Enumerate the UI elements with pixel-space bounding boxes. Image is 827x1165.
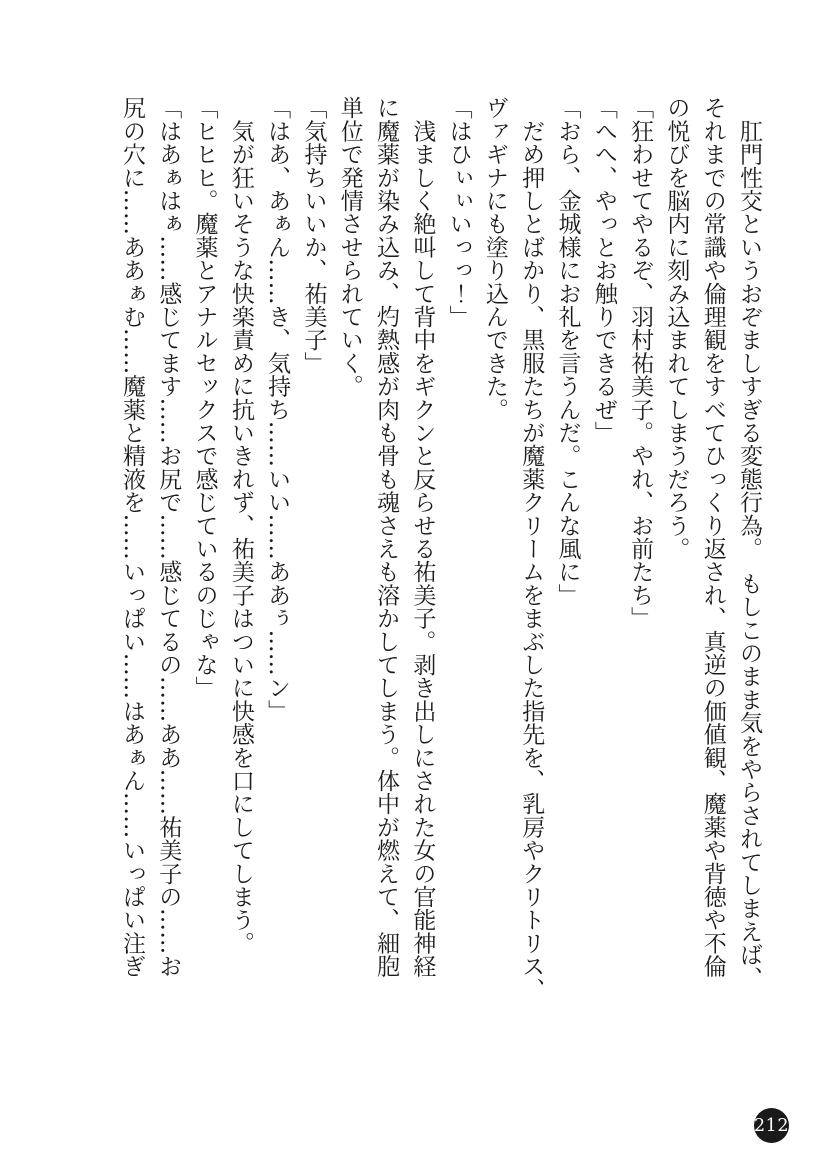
text-line-11: に魔薬が染み込み、灼熱感が肉も骨も魂さえも溶かしてしまう。体中が燃えて、細胞: [373, 96, 400, 978]
text-line-13: 「気持ちいいか、祐美子」: [300, 96, 327, 375]
text-line-08: ヴァギナにも塗り込んできた。: [481, 96, 508, 421]
page-number: 212: [754, 1115, 789, 1136]
text-line-12: 単位で発情させられていく。: [336, 96, 363, 398]
vertical-text-block: [114, 96, 767, 1001]
text-line-06: 「おら、金城様にお礼を言うんだ。こんな風に」: [554, 96, 581, 607]
page-number-badge: [754, 1108, 789, 1143]
text-line-10: 浅ましく絶叫して背中をギクンと反らせる祐美子。剥き出しにされた女の官能神経: [409, 96, 436, 978]
text-line-09: 「はひぃぃいっっ！」: [445, 96, 472, 328]
text-line-05: 「へへ、やっとお触りできるぜ」: [590, 96, 617, 444]
text-line-03: の悦びを脳内に刻み込まれてしまうだろう。: [663, 96, 690, 560]
text-line-02: それまでの常識や倫理観をすべてひっくり返され、真逆の価値観、魔薬や背徳や不倫: [699, 96, 726, 978]
text-line-17: 「はあぁはぁ……感じてます……お尻で……感じてるの……ああ……祐美子の……お: [155, 96, 182, 978]
text-line-01: 肛門性交というおぞましすぎる変態行為。 もしこのまま気をやらされてしまえば、: [736, 96, 762, 990]
text-line-16: 「ヒヒヒ。魔薬とアナルセックスで感じているのじゃな」: [191, 96, 218, 700]
text-line-04: 「狂わせてやるぞ、羽村祐美子。やれ、お前たち」: [627, 96, 654, 630]
text-line-14: 「はあ、あぁん……き、気持ち……いい……ああぅ……ン」: [264, 96, 291, 723]
text-line-07: だめ押しとばかり、黒服たちが魔薬クリームをまぶした指先を、乳房やクリトリス、: [518, 96, 545, 1001]
text-line-18: 尻の穴に……ああぁむ……魔薬と精液を……いっぱい……はあぁん……いっぱい注ぎ: [118, 96, 145, 978]
text-line-15: 気が狂いそうな快楽責めに抗いきれず、祐美子はついに快感を口にしてしまう。: [227, 96, 254, 955]
